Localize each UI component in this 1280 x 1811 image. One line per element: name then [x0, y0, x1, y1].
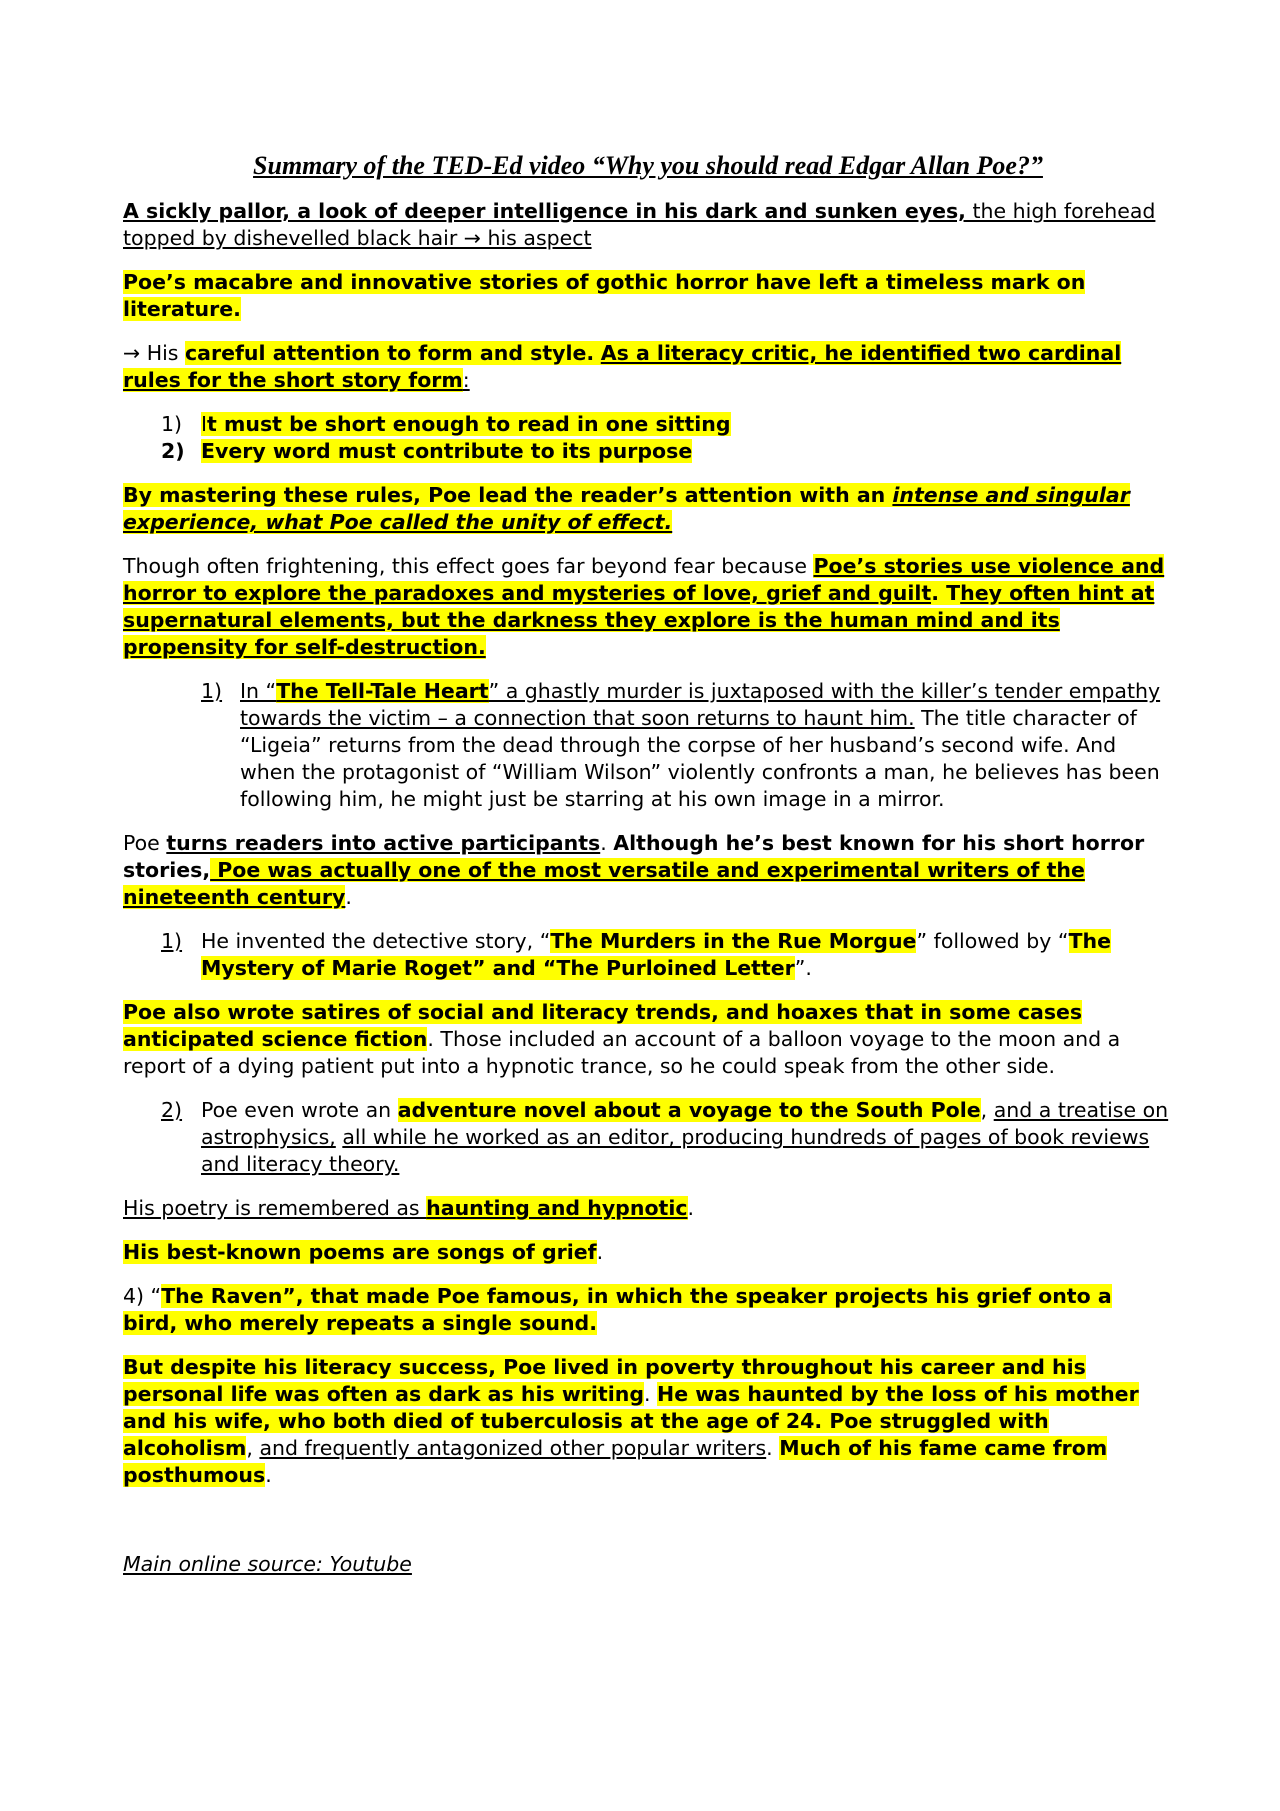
- adventure-list: [123, 1097, 1173, 1178]
- paragraph-poetry: His poetry is remembered as haunting and hypnotic.: [123, 1196, 695, 1220]
- document-title: Summary of the TED-Ed video “Why you should read Edgar Allan Poe?”: [253, 151, 1043, 180]
- list-item: 1) In “The Tell-Tale Heart” a ghastly murder is juxtaposed with the killer’s tender empathy towards the victim – a connection that soon returns to haunt him. The title character of “Ligeia” returns from the dead through the corpse of her husband’s second wife. And when the protagonist of “William Wilson” violently confronts a man, he believes has been following him, he might just be starring at his own image in a mirror.: [201, 679, 1161, 811]
- rules-list: [123, 411, 1173, 465]
- paragraph-versatility: Poe turns readers into active participants. Although he’s best known for his short horror stories, Poe was actually one of the most versatile and experimental writers of the nineteenth century.: [123, 831, 1145, 909]
- paragraph-raven: 4) “The Raven”, that made Poe famous, in which the speaker projects his grief onto a bird, who merely repeats a single sound.: [123, 1284, 1112, 1335]
- paragraph-themes: Though often frightening, this effect goes far beyond fear because Poe’s stories use violence and horror to explore the paradoxes and mysteries of love, grief and guilt. They often hint at supernatural elements, but the darkness they explore is the human mind and its propensity for self-destruction.: [123, 554, 1165, 659]
- paragraph-unity-of-effect: By mastering these rules, Poe lead the reader’s attention with an intense and singular experience, what Poe called the unity of effect.: [123, 483, 1130, 534]
- list-item: 1) It must be short enough to read in one sitting: [161, 412, 731, 436]
- paragraph-grief: His best-known poems are songs of grief.: [123, 1240, 604, 1264]
- paragraph-satires: Poe also wrote satires of social and literacy trends, and hoaxes that in some cases anticipated science fiction. Those included an account of a balloon voyage to the moon and a report of a dying patient put into a hypnotic trance, so he could speak from the other side.: [123, 1000, 1121, 1078]
- list-item: 2) Every word must contribute to its purpose: [161, 439, 693, 463]
- paragraph-form-style: → His careful attention to form and style. As a literacy critic, he identified two cardinal rules for the short story form:: [123, 341, 1122, 392]
- examples-list: [123, 678, 1173, 813]
- document-body: [123, 150, 1173, 1595]
- paragraph-aspect: A sickly pallor, a look of deeper intelligence in his dark and sunken eyes, the high forehead topped by dishevelled black hair → his aspect: [123, 199, 1156, 250]
- paragraph-life: But despite his literacy success, Poe lived in poverty throughout his career and his personal life was often as dark as his writing. He was haunted by the loss of his mother and his wife, who both died of tuberculosis at the age of 24. Poe struggled with alcoholism, and frequently antagonized other popular writers. Much of his fame came from posthumous.: [123, 1355, 1139, 1487]
- list-item: 2) Poe even wrote an adventure novel about a voyage to the South Pole, and a treatise on astrophysics, all while he worked as an editor, producing hundreds of pages of book reviews and literacy theory.: [161, 1098, 1169, 1176]
- detective-list: [123, 928, 1173, 982]
- paragraph-legacy: Poe’s macabre and innovative stories of gothic horror have left a timeless mark on literature.: [123, 270, 1086, 321]
- source-note: Main online source: Youtube: [123, 1552, 412, 1576]
- list-item: 1) He invented the detective story, “The Murders in the Rue Morgue” followed by “The Mystery of Marie Roget” and “The Purloined Letter”.: [161, 929, 1111, 980]
